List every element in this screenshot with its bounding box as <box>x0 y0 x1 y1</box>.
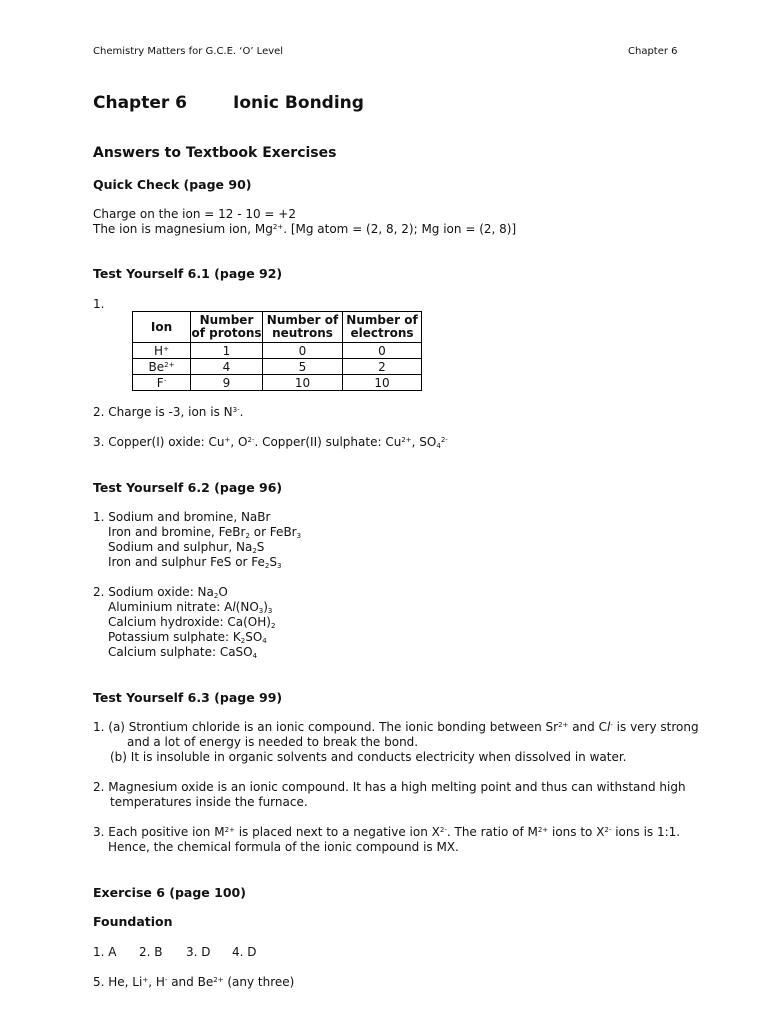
exercise6-heading: Exercise 6 (page 100) <box>93 885 246 900</box>
ty61-q2: 2. Charge is -3, ion is $N^{3-}$. <box>93 405 244 419</box>
ty62-heading: Test Yourself 6.2 (page 96) <box>93 480 283 495</box>
ty63-q1a-cont: and a lot of energy is needed to break the bond. <box>127 735 419 749</box>
ion-table-row <box>133 343 422 359</box>
ty63-q1a: 1. (a) Strontium chloride is an ionic compound. The ionic bonding between $Sr^{2+}$ and Cl- is very strong <box>93 720 699 734</box>
neutrons-cell: 5 <box>263 359 343 375</box>
ty62-q1-line: Sodium and sulphur, $Na_2S$ <box>108 540 265 555</box>
mcq-answer: 3. D <box>186 945 211 959</box>
ion-table-header: Ion <box>133 312 191 343</box>
running-header-title: Chemistry Matters for G.C.E. ‘O’ Level <box>93 46 284 57</box>
ion-cell: $Be^{2+}$ <box>133 359 191 375</box>
ion-cell: F- <box>133 375 191 391</box>
quick-check-heading: Quick Check (page 90) <box>93 177 252 192</box>
neutrons-cell: 10 <box>263 375 343 391</box>
ty62-q2-line: Potassium sulphate: $K_2SO_4$ <box>108 630 267 645</box>
ex6-q5: 5. He, Li+, H- and $Be^{2+}$ (any three) <box>93 975 295 989</box>
ty62-q2-line: 2. Sodium oxide: $Na_2O$ <box>93 585 228 600</box>
ty62-q2-line: Calcium hydroxide: $Ca(OH)_2$ <box>108 615 276 630</box>
ty63-q1b: (b) It is insoluble in organic solvents and conducts electricity when dissolved in water. <box>110 750 627 764</box>
running-header-chapter: Chapter 6 <box>628 46 678 57</box>
mcq-answer: 1. A <box>93 945 117 959</box>
ion-table-header: Number of electrons <box>343 312 422 343</box>
ion-table-header: Number of protons <box>191 312 263 343</box>
mcq-answer: 4. D <box>232 945 257 959</box>
ty62-q1-line: Iron and bromine, FeBr$_2$ or FeBr$_3$ <box>108 525 302 540</box>
ion-table-row <box>133 375 422 391</box>
quick-check-line-2: The ion is magnesium ion, $Mg^{2+}$. [Mg atom = (2, 8, 2); Mg ion = (2, 8)] <box>93 222 517 236</box>
ty62-q1-line: 1. Sodium and bromine, NaBr <box>93 510 271 524</box>
ty63-q3-cont: Hence, the chemical formula of the ionic compound is MX. <box>108 840 459 854</box>
ion-cell: H+ <box>133 343 191 359</box>
ty63-q3: 3. Each positive ion $M^{2+}$ is placed next to a negative ion $X^{2-}$. The ratio of $M^{2+}$ ions to $X^{2-}$ ions is 1:1. <box>93 825 681 839</box>
protons-cell: 1 <box>191 343 263 359</box>
ty63-q2-cont: temperatures inside the furnace. <box>110 795 308 809</box>
electrons-cell: 0 <box>343 343 422 359</box>
chapter-number: Chapter 6 <box>93 93 188 113</box>
ion-table-row <box>133 359 422 375</box>
neutrons-cell: 0 <box>263 343 343 359</box>
answers-heading: Answers to Textbook Exercises <box>93 145 337 161</box>
protons-cell: 9 <box>191 375 263 391</box>
ty61-q3: 3. Copper(I) oxide: Cu+, $O^{2-}$. Copper(II) sulphate: $Cu^{2+}$, $SO_4^{2-}$ <box>93 435 448 450</box>
ty62-q2-line: Calcium sulphate: CaSO$_4$ <box>108 645 258 660</box>
foundation-heading: Foundation <box>93 914 173 929</box>
mcq-answer: 2. B <box>139 945 163 959</box>
ty63-q2: 2. Magnesium oxide is an ionic compound. It has a high melting point and thus can withstand high <box>93 780 686 794</box>
ty62-q1-line: Iron and sulphur FeS or $Fe_2S_3$ <box>108 555 282 570</box>
ion-table-header: Number of neutrons <box>263 312 343 343</box>
ty61-heading: Test Yourself 6.1 (page 92) <box>93 266 283 281</box>
chapter-title: Ionic Bonding <box>233 93 364 113</box>
ion-table-header-row <box>133 312 422 343</box>
ty62-q2-line: Aluminium nitrate: $Al(NO_3)_3$ <box>108 600 273 615</box>
ty63-heading: Test Yourself 6.3 (page 99) <box>93 690 283 705</box>
electrons-cell: 10 <box>343 375 422 391</box>
protons-cell: 4 <box>191 359 263 375</box>
ty61-q1-number: 1. <box>93 297 105 311</box>
electrons-cell: 2 <box>343 359 422 375</box>
quick-check-line-1: Charge on the ion = 12 - 10 = +2 <box>93 207 296 221</box>
ion-table <box>132 311 422 391</box>
